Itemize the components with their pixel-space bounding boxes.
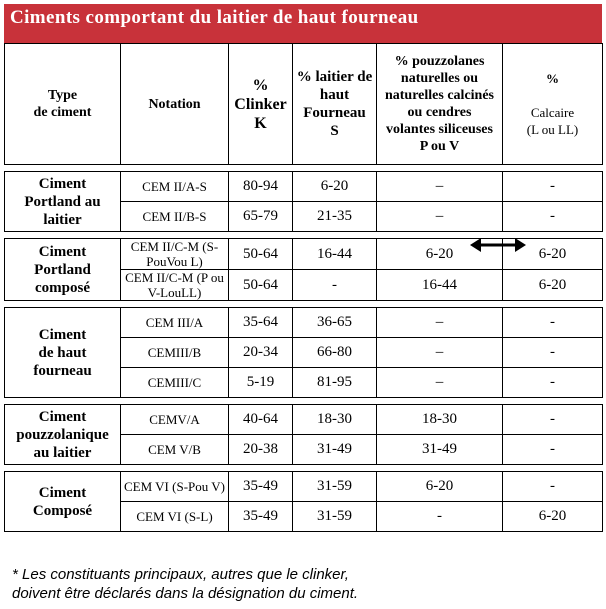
calcaire-cell: -	[503, 472, 603, 502]
notation-cell: CEM II/C-M (S-PouVou L)	[121, 239, 229, 270]
pouzzolane-cell: –	[377, 338, 503, 368]
notation-cell: CEM II/A-S	[121, 172, 229, 202]
laitier-cell: 6-20	[293, 172, 377, 202]
cement-table	[4, 43, 603, 532]
notation-cell: CEM II/B-S	[121, 202, 229, 232]
calcaire-cell: -	[503, 405, 603, 435]
calcaire-cell: -	[503, 308, 603, 338]
calcaire-cell: -	[503, 202, 603, 232]
footnote	[12, 565, 358, 603]
laitier-cell: 81-95	[293, 368, 377, 398]
cement-type-cell: Ciment Portland composé	[5, 239, 121, 301]
footnote-line: doivent être déclarés dans la désignation du ciment.	[12, 585, 359, 602]
double-arrow-icon	[470, 237, 526, 253]
clinker-cell: 50-64	[229, 270, 293, 301]
table-row	[5, 172, 603, 202]
clinker-cell: 80-94	[229, 172, 293, 202]
header-calcaire: % Calcaire (L ou LL)	[503, 44, 603, 165]
laitier-cell: 16-44	[293, 239, 377, 270]
pouzzolane-cell: 31-49	[377, 435, 503, 465]
pouzzolane-cell: 6-20	[377, 472, 503, 502]
clinker-cell: 35-49	[229, 502, 293, 532]
header-notation: Notation	[121, 44, 229, 165]
laitier-cell: 31-59	[293, 472, 377, 502]
pouzzolane-cell: –	[377, 172, 503, 202]
calcaire-cell: -	[503, 172, 603, 202]
notation-cell: CEM VI (S-L)	[121, 502, 229, 532]
group-separator	[5, 165, 603, 172]
notation-cell: CEM II/C-M (P ou V-LouLL)	[121, 270, 229, 301]
footnote-line: * Les constituants principaux, autres que le clinker,	[12, 566, 349, 583]
clinker-cell: 65-79	[229, 202, 293, 232]
calcaire-cell: -	[503, 338, 603, 368]
pouzzolane-cell: –	[377, 308, 503, 338]
clinker-cell: 20-38	[229, 435, 293, 465]
clinker-cell: 50-64	[229, 239, 293, 270]
cement-type-cell: Ciment Composé	[5, 472, 121, 532]
notation-cell: CEMIII/B	[121, 338, 229, 368]
calcaire-cell: 6-20	[503, 270, 603, 301]
notation-cell: CEM III/A	[121, 308, 229, 338]
notation-cell: CEMIII/C	[121, 368, 229, 398]
header-pouzzolanes: % pouzzolanes naturelles ou naturelles calcinés ou cendres volantes siliceuses P ou V	[377, 44, 503, 165]
laitier-cell: -	[293, 270, 377, 301]
pouzzolane-cell: –	[377, 368, 503, 398]
laitier-cell: 31-49	[293, 435, 377, 465]
clinker-cell: 40-64	[229, 405, 293, 435]
group-separator	[5, 301, 603, 308]
pouzzolane-cell: -	[377, 502, 503, 532]
laitier-cell: 36-65	[293, 308, 377, 338]
header-clinker: % Clinker K	[229, 44, 293, 165]
notation-cell: CEM V/B	[121, 435, 229, 465]
notation-cell: CEM VI (S-Pou V)	[121, 472, 229, 502]
notation-cell: CEMV/A	[121, 405, 229, 435]
header-row	[5, 44, 603, 165]
pouzzolane-cell: 16-44	[377, 270, 503, 301]
header-laitier: % laitier de haut Fourneau S	[293, 44, 377, 165]
group-separator	[5, 465, 603, 472]
pouzzolane-cell: 18-30	[377, 405, 503, 435]
laitier-cell: 66-80	[293, 338, 377, 368]
cement-type-cell: Ciment Portland au laitier	[5, 172, 121, 232]
header-type: Type de ciment	[5, 44, 121, 165]
clinker-cell: 35-64	[229, 308, 293, 338]
clinker-cell: 5-19	[229, 368, 293, 398]
laitier-cell: 18-30	[293, 405, 377, 435]
clinker-cell: 35-49	[229, 472, 293, 502]
table-row	[5, 405, 603, 435]
calcaire-cell: 6-20	[503, 502, 603, 532]
table-row	[5, 308, 603, 338]
pouzzolane-cell: –	[377, 202, 503, 232]
laitier-cell: 31-59	[293, 502, 377, 532]
calcaire-cell: 6-20	[503, 239, 603, 270]
calcaire-cell: -	[503, 368, 603, 398]
clinker-cell: 20-34	[229, 338, 293, 368]
table-row	[5, 472, 603, 502]
cement-type-cell: Ciment pouzzolanique au laitier	[5, 405, 121, 465]
cement-type-cell: Ciment de haut fourneau	[5, 308, 121, 398]
pouzzolane-cell: 6-20	[377, 239, 503, 270]
table-title-bar	[4, 4, 602, 43]
table-title: Ciments comportant du laitier de haut fourneau	[10, 7, 419, 28]
laitier-cell: 21-35	[293, 202, 377, 232]
group-separator	[5, 398, 603, 405]
calcaire-cell: -	[503, 435, 603, 465]
